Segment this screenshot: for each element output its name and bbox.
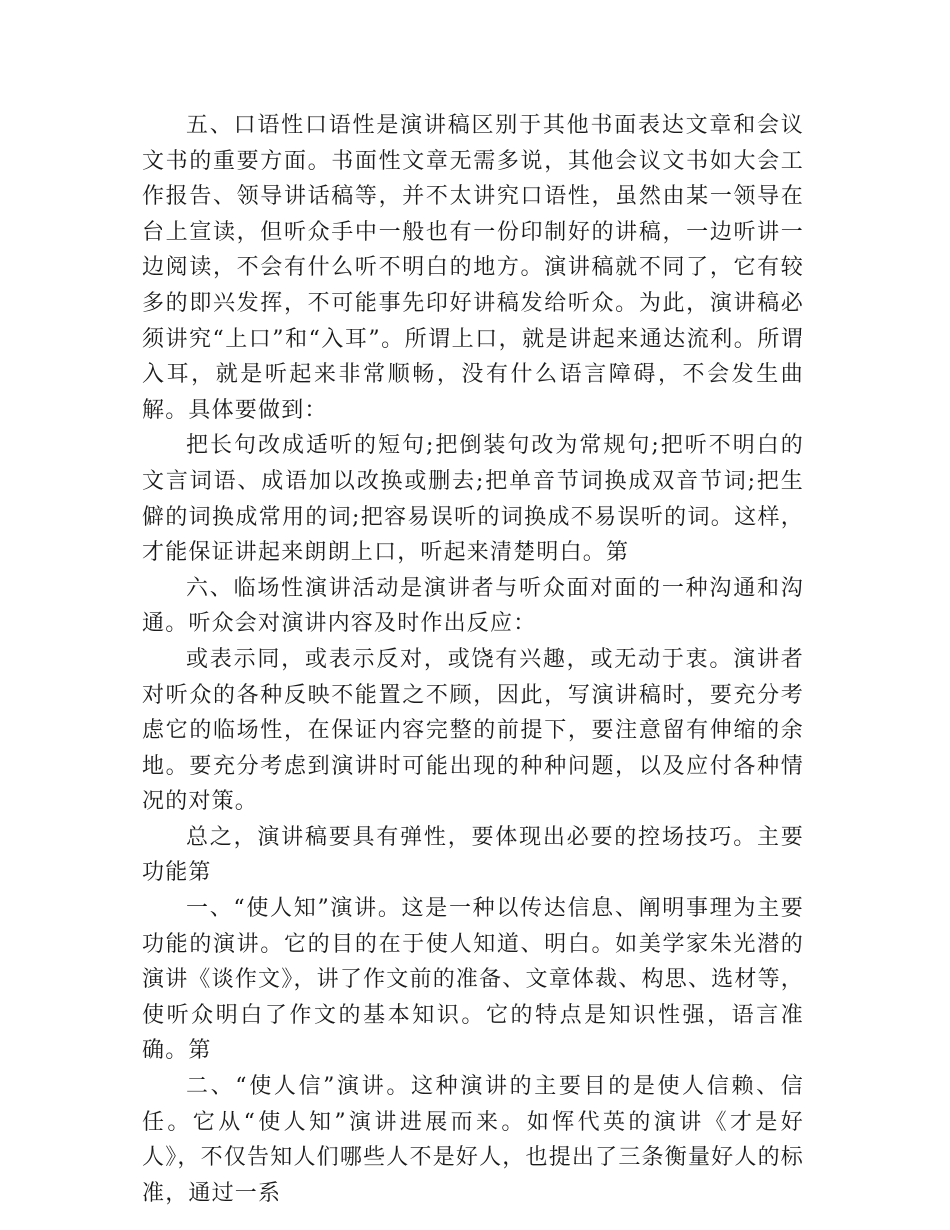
paragraph-summary: 总之，演讲稿要具有弹性，要体现出必要的控场技巧。主要功能第 [142, 824, 804, 886]
paragraph-sentence-rules: 把长句改成适听的短句;把倒装句改为常规句;把听不明白的文言词语、成语加以改换或删去;把单音节词换成双音节词;把生僻的词换成常用的词;把容易误听的词换成不易误听的词。这样，才能保证讲起来朗朗上口，听起来清楚明白。第 [142, 433, 804, 566]
paragraph-persuade-speech: 二、“使人信”演讲。这种演讲的主要目的是使人信赖、信任。它从“使人知”演讲进展而来。如恽代英的演讲《才是好人》，不仅告知人们哪些人不是好人，也提出了三条衡量好人的标准，通过一系 [142, 1074, 804, 1206]
document-body [142, 108, 804, 1211]
paragraph-audience-reaction: 或表示同，或表示反对，或饶有兴趣，或无动于衷。演讲者对听众的各种反映不能置之不顾，因此，写演讲稿时，要充分考虑它的临场性，在保证内容完整的前提下，要注意留有伸缩的余地。要充分考虑到演讲时可能出现的种种问题，以及应付各种情况的对策。 [142, 646, 804, 815]
paragraph-inform-speech: 一、“使人知”演讲。这是一种以传达信息、阐明事理为主要功能的演讲。它的目的在于使人知道、明白。如美学家朱光潜的演讲《谈作文》，讲了作文前的准备、文章体裁、构思、选材等，使听众明白了作文的基本知识。它的特点是知识性强，语言准确。第 [142, 896, 804, 1064]
paragraph-oral-nature: 五、口语性口语性是演讲稿区别于其他书面表达文章和会议文书的重要方面。书面性文章无需多说，其他会议文书如大会工作报告、领导讲话稿等，并不太讲究口语性，虽然由某一领导在台上宣读，但听众手中一般也有一份印制好的讲稿，一边听讲一边阅读，不会有什么听不明白的地方。演讲稿就不同了，它有较多的即兴发挥，不可能事先印好讲稿发给听众。为此，演讲稿必须讲究“上口”和“入耳”。所谓上口，就是讲起来通达流利。所谓入耳，就是听起来非常顺畅，没有什么语言障碍，不会发生曲解。具体要做到： [142, 113, 804, 423]
paragraph-on-site-nature: 六、临场性演讲活动是演讲者与听众面对面的一种沟通和沟通。听众会对演讲内容及时作出反应： [142, 575, 804, 637]
